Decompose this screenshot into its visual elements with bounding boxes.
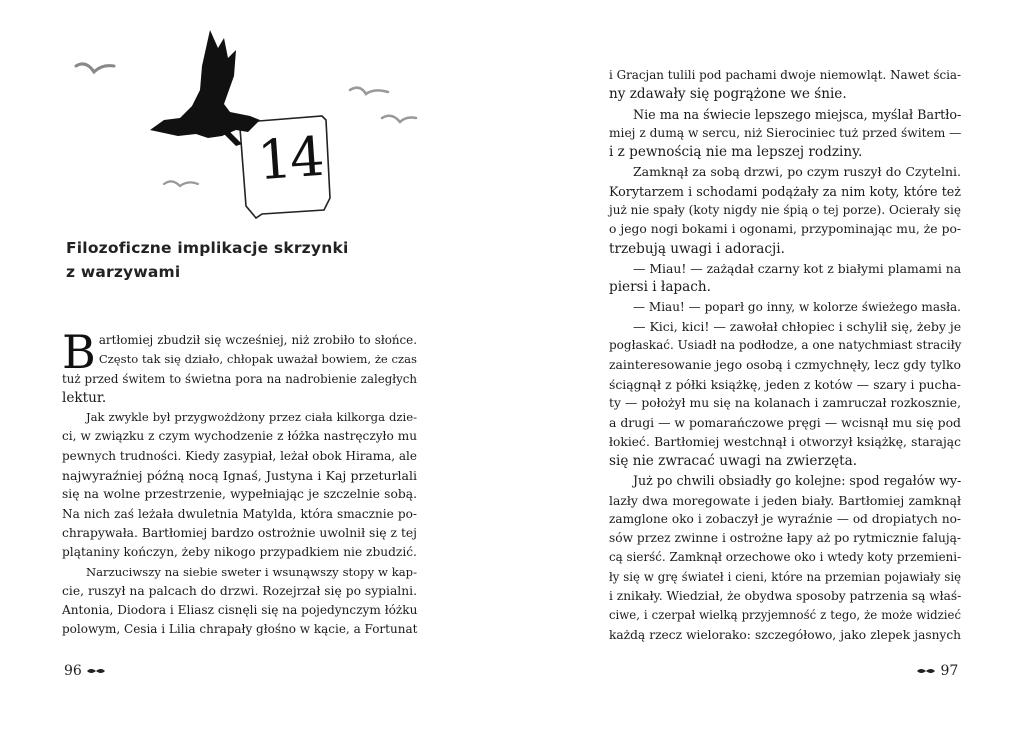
text-line: cą sierść. Zamknął orzechowe oko i wtedy koty przemieni-	[609, 550, 962, 565]
seagull-icon	[382, 116, 416, 122]
chapter-illustration	[60, 20, 440, 230]
text-line: tuż przed świtem to świetna pora na nadrobienie zaległych	[62, 371, 417, 386]
text-line: Nie ma na świecie lepszego miejsca, myślał Bartło-	[633, 106, 962, 122]
text-line: Już po chwili obsiadły go kolejne: spod regałów wy-	[633, 473, 962, 489]
text-line: piersi i łapach.	[609, 279, 711, 296]
text-line: polowym, Cesia i Lilia chrapały głośno w kącie, a Fortunat	[62, 622, 418, 637]
text-line: ły się w grę świateł i cieni, które na przemian pojawiały się	[609, 569, 961, 584]
text-line: cie, ruszył na palcach do drzwi. Rozejrzał się po sypialni.	[62, 583, 417, 598]
decorative-ornament-icon	[86, 667, 106, 675]
dropcap-letter: B	[62, 331, 96, 370]
text-line: już nie spały (koty nigdy nie śpią o tej porze). Ocierały się	[609, 203, 961, 218]
text-line: Na nich zaś leżała dwuletnia Matylda, która smacznie po-	[62, 506, 417, 521]
text-line: artłomiej zbudził się wcześniej, niż zrobiło to słońce.	[98, 333, 417, 347]
page-number-left	[64, 663, 106, 679]
text-line: i znikały. Wiedział, że obydwa sposoby patrzenia są właś-	[609, 589, 962, 604]
text-line: pogłaskać. Usiadł na podłodze, a one natychmiast straciły	[609, 338, 962, 353]
text-line: trzebują uwagi i adoracji.	[609, 240, 785, 257]
text-line: łokieć. Bartłomiej westchnął i otworzył książkę, starając	[609, 434, 961, 449]
text-line: pewnych trudności. Kiedy zasypiał, leżał obok Hirama, ale	[62, 448, 417, 463]
decorative-ornament-icon	[916, 667, 936, 675]
chapter-title-line: Filozoficzne implikacje skrzynki	[66, 239, 349, 257]
text-line: Narzuciwszy na siebie sweter i wsunąwszy stopy w kap-	[86, 564, 417, 579]
text-line: i Gracjan tulili pod pachami dwoje niemowląt. Nawet ścia-	[609, 68, 962, 82]
text-line: ci, w związku z czym wychodzenie z łóżka nastręczyło mu	[62, 429, 417, 444]
text-line: chrapywała. Bartłomiej bardzo ostrożnie uwolnił się z tej	[62, 525, 417, 540]
text-line: Korytarzem i schodami podążały za nim koty, które też	[609, 183, 961, 199]
text-line: Często tak się działo, chłopak uważał bowiem, że czas	[98, 352, 417, 367]
dropcap-paragraph-start	[62, 331, 417, 370]
text-line: i z pewnością nie ma lepszej rodziny.	[609, 144, 863, 161]
text-line: a drugi — w pomarańczowe pręgi — wcisnął mu się pod	[609, 415, 961, 431]
text-line: ny zdawały się pogrążone we śnie.	[609, 86, 847, 103]
text-line: zainteresowanie jego osobą i czmychnęły, lecz gdy tylko	[609, 357, 961, 373]
right-page	[512, 0, 1024, 733]
text-line: Antonia, Diodora i Eliasz cisnęli się na pojedynczym łóżku	[62, 603, 418, 618]
text-line: Jak zwykle był przygwożdżony przez ciała kilkorga dzie-	[86, 410, 417, 425]
text-line: zamglone oko i zobaczył je wyraźnie — od dropiatych no-	[609, 511, 961, 526]
text-line: Zamknął za sobą drzwi, po czym ruszył do Czytelni.	[633, 164, 961, 180]
page-number-text: 97	[940, 663, 959, 679]
seagull-icon	[76, 64, 114, 72]
text-line: — Kici, kici! — zawołał chłopiec i schylił się, żeby je	[633, 318, 962, 334]
text-line: ty — położył mu się na kolanach i zamruczał rozkosznie,	[609, 396, 961, 411]
text-line: o jego nogi bokami i ogonami, przypominając mu, że po-	[609, 222, 961, 237]
chapter-title	[66, 236, 426, 284]
text-line: sów przez zwinne i ostrożne łapy aż po rytmicznie falują-	[609, 531, 961, 546]
text-line: ciwe, i czerpał wielką przyjemność z tego, że może widzieć	[609, 608, 961, 623]
text-line: lektur.	[62, 389, 107, 406]
text-line: najwyraźniej późną nocą Ignaś, Justyna i Kaj przeturlali	[62, 468, 417, 484]
text-line: każdą rzecz wielorako: szczegółowo, jako zlepek jasnych	[609, 627, 961, 642]
text-line: miej z dumą w sercu, niż Sierociniec tuż przed świtem —	[609, 125, 962, 140]
text-line: się na wolne przestrzenie, wypełniając je szczelnie sobą.	[62, 487, 417, 502]
text-line: — Miau! — poparł go inny, w kolorze świeżego masła.	[633, 299, 961, 314]
left-body-text	[62, 331, 417, 640]
text-line: się nie zwracać uwagi na zwierzęta.	[609, 452, 858, 469]
text-line: plątaniny kończyn, żeby nikogo przypadkiem nie zbudzić.	[62, 545, 417, 560]
chapter-number: 14	[255, 124, 325, 193]
text-line: — Miau! — zażądał czarny kot z białymi plamami na	[633, 260, 962, 276]
raven-carrying-note-icon	[150, 30, 260, 146]
text-line: ściągnął z półki książkę, jeden z kotów — szary i pucha-	[609, 376, 961, 392]
page-number-right	[916, 663, 958, 679]
right-body-text	[609, 66, 961, 645]
text-line: lazły dwa moregowate i jeden biały. Bartłomiej zamknął	[609, 492, 961, 508]
page-number-text: 96	[64, 663, 82, 679]
seagull-icon	[350, 88, 388, 94]
seagull-icon	[164, 181, 198, 186]
chapter-title-line: z warzywami	[66, 263, 181, 281]
